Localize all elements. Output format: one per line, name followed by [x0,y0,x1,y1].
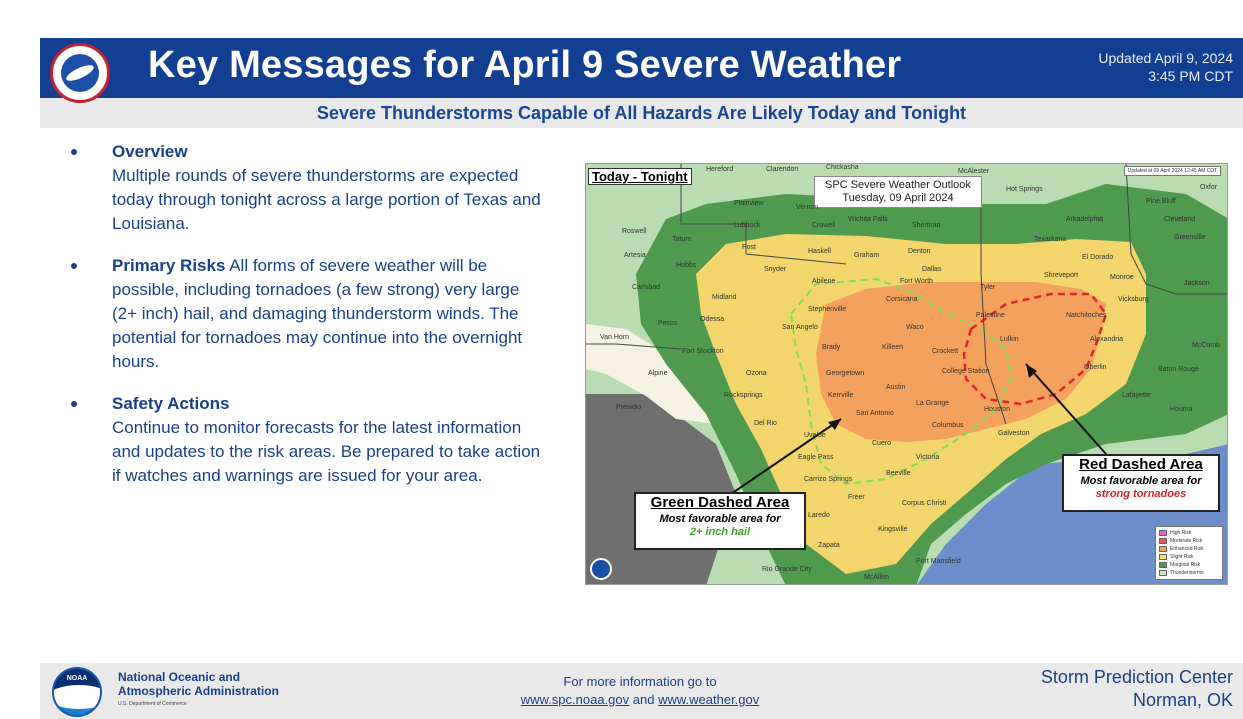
city-label: Tatum [672,236,692,243]
city-label: Galveston [998,430,1030,437]
legend-row [1159,537,1219,545]
city-label: Hobbs [676,262,697,269]
noaa-name-line1: National Oceanic and [118,670,241,684]
city-label: Sherman [912,222,941,229]
green-dashed-callout [634,492,806,550]
noaa-logo-text: NOAA [66,675,88,682]
city-label: Fort Worth [900,278,933,285]
legend-row [1159,545,1219,553]
more-info [500,673,780,709]
spc-name-line1: Storm Prediction Center [1040,667,1233,687]
city-label: Odessa [700,316,725,323]
city-label: Haskell [808,248,831,255]
city-label: Presidio [616,404,642,411]
green-callout-title: Green Dashed Area [650,494,790,511]
city-label: Pine Bluff [1146,198,1176,205]
green-callout-highlight: 2+ inch hail [689,526,751,538]
legend-label: Moderate Risk [1170,538,1203,544]
city-label: Chickasha [826,164,859,171]
noaa-mini-logo-icon [590,558,612,580]
city-label: Pecos [658,320,678,327]
city-label: Port Mansfield [916,558,961,565]
city-label: Beeville [886,470,911,477]
city-label: Baton Rouge [1158,366,1199,373]
city-label: Vernon [796,204,819,211]
bullet-text: Multiple rounds of severe thunderstorms are expected today through tonight across a large portion of Texas and Louisiana. [112,166,541,233]
legend-swatch [1159,562,1167,568]
city-label: Tyler [980,284,996,291]
updated-timestamp [1098,49,1233,85]
city-label: Freer [848,494,865,501]
noaa-logo-icon [52,667,102,717]
city-label: Dallas [922,266,942,273]
city-label: Lufkin [1000,336,1019,343]
bullet-text: All forms of severe weather will be possible, including tornadoes (a few strong) very large (2+ inch) hail, and damaging thunderstorm winds. The potential for tornadoes may continue into the overnight hours. [112,256,523,371]
green-callout-desc: Most favorable area for [659,513,781,525]
legend-row [1159,569,1219,577]
city-label: Stephenville [808,306,847,313]
risk-legend [1155,526,1223,580]
updated-date: Updated April 9, 2024 [1098,50,1233,66]
city-label: Carrizo Springs [804,476,853,483]
map-updated-stamp: Updated at 09 April 2024 12:45 AM CDT [1124,166,1221,176]
city-label: Waco [906,324,924,331]
legend-label: Slight Risk [1170,554,1194,560]
key-messages-list [68,140,548,506]
city-label: Brady [822,344,841,351]
city-label: San Angelo [782,324,818,331]
city-label: Del Rio [754,420,777,427]
city-label: Texarkana [1034,236,1067,243]
city-label: College Station [942,368,990,375]
spc-name-line2: Norman, OK [1132,690,1233,710]
city-label: Georgetown [826,370,865,377]
bullet-text: Continue to monitor forecasts for the latest information and updates to the risk areas. Be prepared to take action if watches and warnings are issued for your area. [112,418,541,485]
city-label: Rocksprings [724,392,763,399]
city-label: Kingsville [878,526,908,533]
city-label: Artesia [624,252,646,259]
noaa-name [118,670,279,698]
city-label: Midland [712,294,737,301]
city-label: Corsicana [886,296,918,303]
city-label: Cleveland [1164,216,1196,223]
bullet-dot [71,401,77,407]
legend-label: High Risk [1170,530,1192,536]
city-label: Lafayette [1122,392,1151,399]
city-label: McAlester [958,168,990,175]
city-label: Post [742,244,757,251]
legend-label: Enhanced Risk [1170,546,1204,552]
city-label: Crowell [812,222,836,229]
city-label: Carlsbad [632,284,661,291]
updated-time: 3:45 PM CDT [1148,68,1233,84]
legend-swatch [1159,546,1167,552]
bullet-primary-risks [68,254,548,374]
legend-swatch [1159,538,1167,544]
page-title: Key Messages for April 9 Severe Weather [148,44,902,86]
noaa-department: U.S. Department of Commerce [118,701,187,707]
legend-label: Marginal Risk [1170,562,1201,568]
header-bar [40,38,1243,98]
red-callout-highlight: strong tornadoes [1095,488,1187,500]
city-label: Alpine [648,370,668,377]
city-label: Austin [886,384,906,391]
city-label: Lubbock [734,222,761,229]
legend-row [1159,529,1219,537]
bullet-overview [68,140,548,236]
city-label: Oberlin [1084,364,1107,371]
city-label: Fort Stockton [682,348,724,355]
legend-row [1159,553,1219,561]
city-label: Plainview [734,200,764,207]
city-label: Houston [984,406,1011,413]
outlook-date: Tuesday, 09 April 2024 [842,192,954,204]
city-label: Victoria [916,454,940,461]
outlook-title: SPC Severe Weather Outlook [825,179,971,191]
and-text: and [632,692,655,707]
city-label: Vicksburg [1118,296,1149,303]
footer-bar [40,663,1243,719]
city-label: Hot Springs [1006,186,1043,193]
legend-row [1159,561,1219,569]
city-label: McComb [1192,342,1221,349]
red-dashed-callout [1062,454,1220,512]
bullet-safety-actions [68,392,548,488]
nws-logo-icon [50,43,110,103]
city-label: Shreveport [1044,272,1079,279]
city-label: Cuero [872,440,892,447]
outlook-title-box [814,176,982,208]
city-label: San Antonio [856,410,894,417]
city-label: Laredo [808,512,830,519]
city-label: Van Horn [600,334,630,341]
city-label: Crockett [932,348,959,355]
city-label: Clarendon [766,166,799,173]
spc-outlook-map [585,163,1228,585]
red-callout-title: Red Dashed Area [1079,456,1203,473]
city-label: Alexandria [1090,336,1124,343]
more-info-label: For more information go to [563,674,717,689]
city-label: Oxfor [1200,184,1218,191]
city-label: Palestine [976,312,1005,319]
map-period-label: Today - Tonight [588,168,692,185]
red-callout-desc: Most favorable area for [1080,475,1202,487]
noaa-name-line2: Atmospheric Administration [118,684,279,698]
city-label: Uvalde [804,432,826,439]
city-label: Corpus Christi [902,500,947,507]
city-label: Graham [854,252,880,259]
city-label: Columbus [932,422,964,429]
legend-swatch [1159,570,1167,576]
bullet-heading: Overview [112,142,188,161]
city-label: Killeen [882,344,904,351]
city-label: La Grange [916,400,950,407]
city-label: Zapata [818,542,840,549]
bullet-heading: Safety Actions [112,394,230,413]
city-label: Wichita Falls [848,216,888,223]
city-label: Greenville [1174,234,1206,241]
city-label: Arkadelphia [1066,216,1103,223]
city-label: McAllen [864,574,889,581]
weather-gov-link[interactable]: www.weather.gov [658,692,760,707]
more-info-links [500,691,780,709]
bullet-heading: Primary Risks [112,256,226,275]
city-label: Denton [908,248,931,255]
city-label: Jackson [1184,280,1210,287]
city-label: Snyder [764,266,787,273]
spc-link[interactable]: www.spc.noaa.gov [520,692,630,707]
city-label: Houma [1170,406,1193,413]
subtitle-bar: Severe Thunderstorms Capable of All Hazards Are Likely Today and Tonight [40,98,1243,128]
city-label: Roswell [622,228,647,235]
city-label: Rio Grande City [762,566,812,573]
bullet-primary-risks-text [112,254,548,374]
city-label: El Dorado [1082,254,1114,261]
city-label: Abilene [812,278,836,285]
bullet-dot [71,263,77,269]
city-label: Natchitoches [1066,312,1107,319]
spc-name [1041,666,1233,712]
legend-swatch [1159,530,1167,536]
legend-swatch [1159,554,1167,560]
city-label: Hereford [706,166,734,173]
bullet-dot [71,149,77,155]
city-label: Kerrville [828,392,854,399]
city-label: Monroe [1110,274,1134,281]
city-label: Ozona [746,370,767,377]
city-label: Eagle Pass [798,454,834,461]
legend-label: Thunderstorms [1170,570,1204,576]
